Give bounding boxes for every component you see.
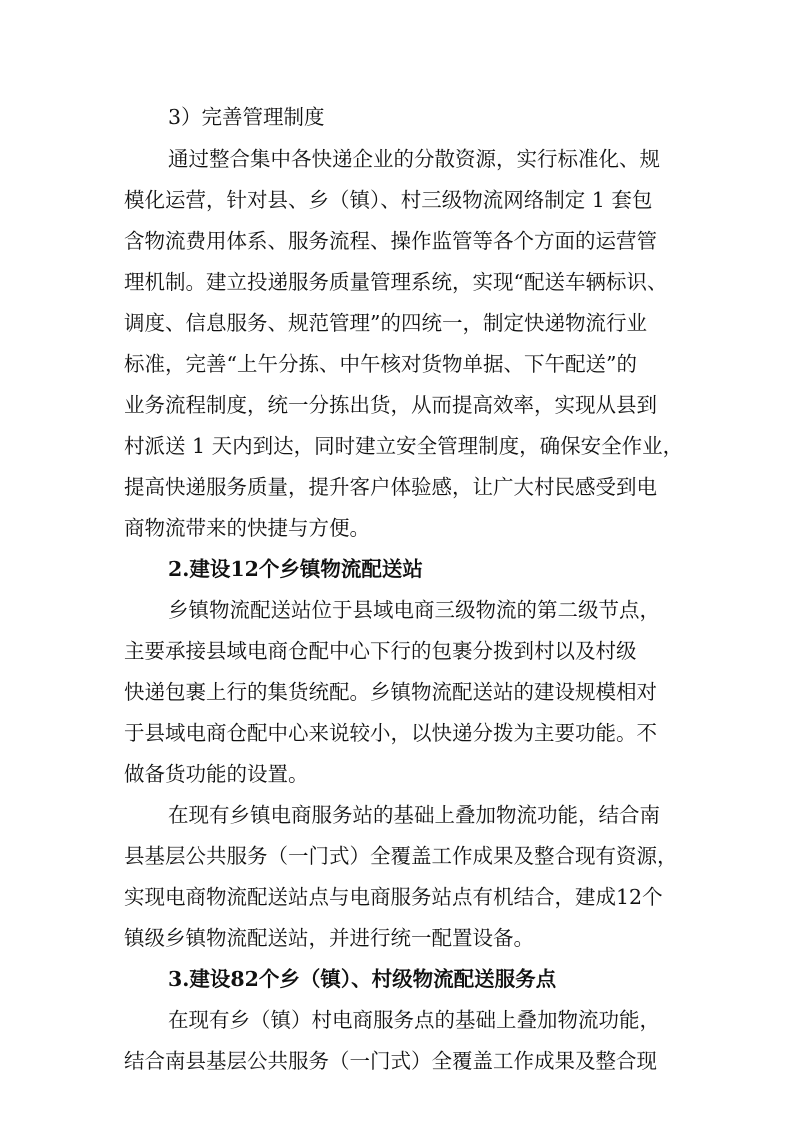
paragraph-line: 含物流费用体系、服务流程、操作监管等各个方面的运营管 bbox=[124, 229, 657, 253]
section-heading: 3.建设82个乡（镇）、村级物流配送服务点 bbox=[168, 967, 557, 991]
paragraph-line: 于县域电商仓配中心来说较小，以快递分拨为主要功能。不 bbox=[124, 721, 657, 745]
paragraph-line: 通过整合集中各快递企业的分散资源，实行标准化、规 bbox=[168, 147, 660, 171]
section-heading: 2.建设12个乡镇物流配送站 bbox=[168, 557, 423, 581]
paragraph-line: 村派送 1 天内到达，同时建立安全管理制度，确保安全作业， bbox=[124, 434, 684, 458]
paragraph-line: 县基层公共服务（一门式）全覆盖工作成果及整合现有资源， bbox=[124, 844, 678, 868]
paragraph-line: 做备货功能的设置。 bbox=[124, 762, 309, 786]
paragraph-line: 在现有乡（镇）村电商服务点的基础上叠加物流功能， bbox=[168, 1008, 660, 1032]
subsection-heading: 3）完善管理制度 bbox=[168, 105, 325, 129]
paragraph-line: 结合南县基层公共服务（一门式）全覆盖工作成果及整合现 bbox=[124, 1049, 657, 1073]
paragraph-line: 提高快递服务质量，提升客户体验感，让广大村民感受到电 bbox=[124, 475, 657, 499]
paragraph-line: 标准，完善“上午分拣、中午核对货物单据、下午配送”的 bbox=[124, 352, 637, 376]
paragraph-line: 快递包裹上行的集货统配。乡镇物流配送站的建设规模相对 bbox=[124, 680, 657, 704]
paragraph-line: 理机制。建立投递服务质量管理系统，实现“配送车辆标识、 bbox=[124, 270, 668, 294]
paragraph-line: 镇级乡镇物流配送站，并进行统一配置设备。 bbox=[124, 926, 534, 950]
paragraph-line: 商物流带来的快捷与方便。 bbox=[124, 516, 370, 540]
paragraph-line: 在现有乡镇电商服务站的基础上叠加物流功能，结合南 bbox=[168, 803, 660, 827]
paragraph-line: 业务流程制度，统一分拣出货，从而提高效率，实现从县到 bbox=[124, 393, 657, 417]
paragraph-line: 调度、信息服务、规范管理”的四统一，制定快递物流行业 bbox=[124, 311, 647, 335]
paragraph-line: 乡镇物流配送站位于县域电商三级物流的第二级节点， bbox=[168, 598, 660, 622]
paragraph-line: 实现电商物流配送站点与电商服务站点有机结合，建成12个 bbox=[124, 885, 663, 909]
paragraph-line: 主要承接县域电商仓配中心下行的包裹分拨到村以及村级 bbox=[124, 639, 637, 663]
paragraph-line: 模化运营，针对县、乡（镇）、村三级物流网络制定 1 套包 bbox=[124, 188, 653, 212]
